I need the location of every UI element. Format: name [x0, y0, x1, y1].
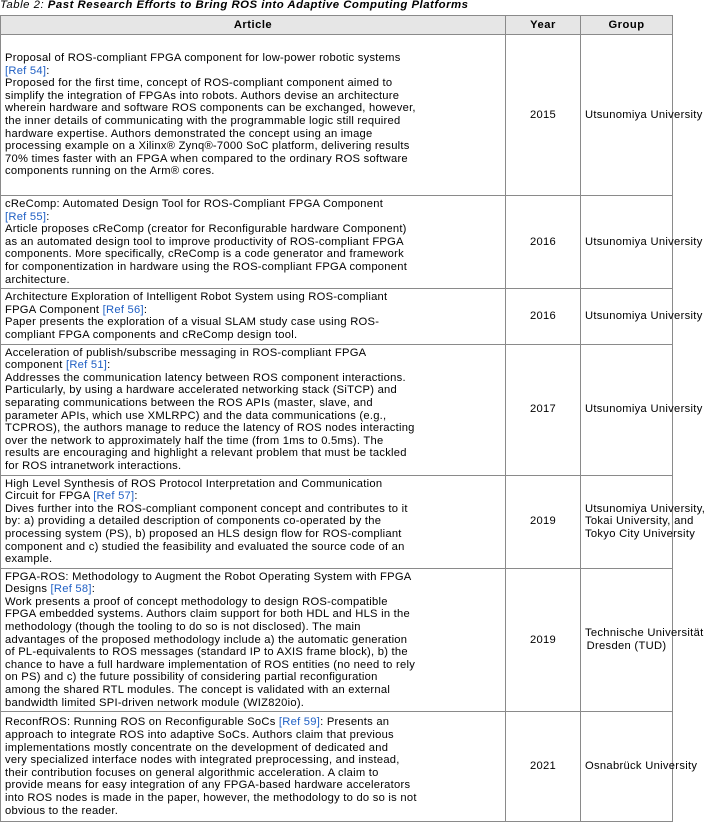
article-title-line: [5, 291, 501, 304]
reference-link[interactable]: [Ref 59]: [278, 716, 321, 729]
article-description-line: Addresses the communication latency between ROS component interactions.: [5, 371, 406, 384]
article-description-line: processing system (PS), b) proposed an HLS design flow for ROS-compliant: [5, 527, 402, 540]
research-table: [0, 15, 705, 822]
article-description-line: into ROS nodes is made in the paper, however, the methodology to do so is not: [5, 791, 417, 804]
article-description-line: advantages of the proposed methodology include a) the automatic generation: [5, 633, 408, 646]
article-title-text: Proposal of ROS-compliant FPGA component for low-power robotic systems: [5, 52, 401, 65]
group-cell: [581, 35, 703, 196]
article-cell: [1, 35, 506, 196]
article-description-line: very specialized interface nodes with integrated preprocessing, and instead,: [5, 754, 400, 767]
article-description-line: methodology (though the tooling to do so is not disclosed). The main: [5, 621, 361, 634]
article-description-line: TCPROS), the authors manage to reduce the latency of ROS nodes interacting: [5, 422, 415, 435]
group-cell: [581, 289, 703, 344]
article-title-text: High Level Synthesis of ROS Protocol Interpretation and Communication: [5, 477, 383, 490]
year-cell: 2016: [506, 289, 581, 344]
group-name-line: Dresden (TUD): [586, 639, 667, 652]
caption-label: Table 2:: [0, 0, 45, 11]
group-name-line: Tokai University, and: [585, 515, 694, 528]
reference-link[interactable]: [Ref 55]: [5, 210, 47, 223]
article-description-line: results are encouraging and highlight a relevant problem that must be tackled: [5, 447, 407, 460]
article-title-line: [5, 347, 501, 360]
year-cell: 2019: [506, 475, 581, 568]
group-name-line: Utsunomiya University,: [585, 502, 705, 515]
article-cell: [1, 344, 506, 475]
article-title-text: Circuit for FPGA: [5, 490, 90, 503]
group-name-line: Utsunomiya University: [585, 403, 703, 416]
article-description-line: Dives further into the ROS-compliant component concept and contributes to it: [5, 502, 408, 515]
article-title-line: Designs [Ref 58]:: [5, 583, 96, 596]
group-cell: [581, 475, 705, 568]
article-description-line: over the network to approximately half the time (from 1ms to 0.5ms). The: [5, 434, 384, 447]
reference-link[interactable]: [Ref 51]: [65, 359, 108, 372]
article-title-text: Acceleration of publish/subscribe messaging in ROS-compliant FPGA: [5, 346, 367, 359]
reference-line: [Ref 55]:: [5, 210, 50, 223]
group-name-line: Technische Universität: [585, 627, 704, 640]
article-description-line: separating communications between the ROS APIs (master, slave, and: [5, 396, 373, 409]
article-description-line: example.: [5, 553, 53, 566]
article-description-line: hardware expertise. Authors demonstrated the concept using an image: [5, 127, 373, 140]
article-description-line: Particularly, by using a hardware accelerated networking stack (SiTCP) and: [5, 384, 397, 397]
article-title-text: Architecture Exploration of Intelligent Robot System using ROS-compliant: [5, 291, 388, 304]
table-row: [1, 344, 673, 475]
reference-trailing-text: : Presents an: [320, 716, 390, 729]
article-title-text: FPGA Component: [5, 303, 100, 316]
article-title-text: ReconfROS: Running ROS on Reconfigurable SoCs: [5, 716, 276, 729]
group-name-line: Utsunomiya University: [585, 108, 703, 121]
table-row: [1, 712, 673, 822]
article-description-line: their contribution focuses on general algorithmic acceleration. A claim to: [5, 766, 379, 779]
article-title-line: [5, 478, 501, 491]
column-header-year: Year: [506, 16, 581, 35]
article-description-line: simplify the integration of FPGAs into robots. Authors devise an architecture: [5, 89, 400, 102]
article-description-line: components. More specifically, cReComp is a code generator and framework: [5, 248, 404, 261]
table-row: [1, 568, 673, 712]
article-description-line: FPGA embedded systems. Authors claim support for both HDL and HLS in the: [5, 608, 410, 621]
article-title-line: FPGA Component [Ref 56]:: [5, 303, 148, 316]
article-description-line: as an automated design tool to improve productivity of ROS-compliant FPGA: [5, 235, 404, 248]
group-name-line: Utsunomiya University: [585, 235, 703, 248]
table-row: [1, 35, 673, 196]
article-title-text: FPGA-ROS: Methodology to Augment the Robot Operating System with FPGA: [5, 570, 412, 583]
table-row: [1, 475, 673, 568]
article-title-line: [5, 716, 501, 729]
year-cell: 2017: [506, 344, 581, 475]
column-header-article: Article: [1, 16, 506, 35]
article-description-line: implementations mostly concentrate on the development of dedicated and: [5, 741, 389, 754]
article-description-line: Article proposes cReComp (creator for Reconfigurable hardware Component): [5, 223, 407, 236]
reference-line: [Ref 54]:: [5, 64, 50, 77]
article-description-line: architecture.: [5, 273, 70, 286]
article-title-text: Designs: [5, 583, 48, 596]
year-cell: 2015: [506, 35, 581, 196]
article-cell: [1, 475, 506, 568]
table-body: [1, 35, 705, 822]
caption-title: Past Research Efforts to Bring ROS into Adaptive Computing Platforms: [47, 0, 469, 11]
group-cell: [581, 344, 703, 475]
article-description-line: processing example on a Xilinx® Zynq®-7000 SoC platform, delivering results: [5, 140, 410, 153]
article-description-line: among the shared RTL modules. The concept is validated with an external: [5, 684, 391, 697]
article-cell: [1, 712, 506, 822]
article-description-line: component and c) studied the feasibility and evaluated the source code of an: [5, 540, 405, 553]
article-description-line: Proposed for the first time, concept of ROS-compliant component aimed to: [5, 77, 393, 90]
article-description-line: by: a) providing a detailed description of components co-operated by the: [5, 515, 382, 528]
table-row: [1, 289, 673, 344]
article-title-line: [5, 52, 501, 65]
article-description-line: compliant FPGA components and cReComp design tool.: [5, 328, 298, 341]
group-cell: [581, 712, 698, 822]
article-title-line: [5, 571, 501, 584]
article-description-line: wherein hardware and software ROS components can be exchanged, however,: [5, 102, 416, 115]
table-caption: [0, 0, 660, 12]
article-description-line: on PS) and c) the future possibility of considering partial reconfiguration: [5, 671, 378, 684]
article-description-line: obvious to the reader.: [5, 804, 119, 817]
article-description-line: of PL-equivalents to ROS messages (standard IP to AXIS frame block), b) the: [5, 646, 408, 659]
article-description-line: Work presents a proof of concept methodology to design ROS-compatible: [5, 595, 388, 608]
reference-link[interactable]: [Ref 54]: [5, 64, 47, 77]
article-cell: [1, 289, 506, 344]
year-cell: 2021: [506, 712, 581, 822]
year-cell: 2016: [506, 196, 581, 289]
article-description-line: bandwidth limited SPI-driven network module (WIZ820io).: [5, 696, 305, 709]
article-description-line: approach to integrate ROS into adaptive SoCs. Authors claim that previous: [5, 728, 394, 741]
article-description-line: for componentization in hardware using the ROS-compliant FPGA component: [5, 260, 408, 273]
group-cell: [581, 196, 703, 289]
column-header-group: Group: [581, 16, 673, 35]
article-cell: [1, 196, 506, 289]
article-description-line: chance to have a full hardware implementation of ROS entities (no need to rely: [5, 658, 416, 671]
group-name-line: Tokyo City University: [585, 527, 696, 540]
article-description-line: the inner details of communicating with the programmable logic still required: [5, 115, 401, 127]
group-name-line: Osnabrück University: [585, 760, 698, 773]
article-title-text: cReComp: Automated Design Tool for ROS-Compliant FPGA Component: [5, 198, 384, 210]
article-description-line: provide means for easy integration of any FPGA-based hardware accelerators: [5, 779, 411, 792]
year-cell: 2019: [506, 568, 581, 712]
article-title-text: component: [5, 359, 63, 372]
reference-link[interactable]: [Ref 56]: [102, 303, 144, 316]
article-description-line: components running on the Arm® cores.: [5, 165, 215, 178]
article-title-line: component [Ref 51]:: [5, 359, 111, 372]
group-name-line: Utsunomiya University: [585, 310, 703, 323]
article-title-line: [5, 198, 501, 211]
article-description-line: 70% times faster with an FPGA when compared to the ordinary ROS software: [5, 152, 408, 165]
article-description-line: Paper presents the exploration of a visual SLAM study case using ROS-: [5, 316, 380, 329]
article-description-line: for ROS intranetwork interactions.: [5, 459, 182, 472]
article-description-line: parameter APIs, which use XMLRPC) and the data communications (e.g.,: [5, 409, 387, 422]
reference-link[interactable]: [Ref 58]: [50, 583, 92, 596]
table-row: [1, 196, 673, 289]
group-cell: [581, 568, 704, 712]
article-title-line: Circuit for FPGA [Ref 57]:: [5, 490, 138, 503]
article-cell: [1, 568, 506, 712]
table-header-row: [1, 16, 673, 35]
reference-link[interactable]: [Ref 57]: [93, 490, 135, 503]
